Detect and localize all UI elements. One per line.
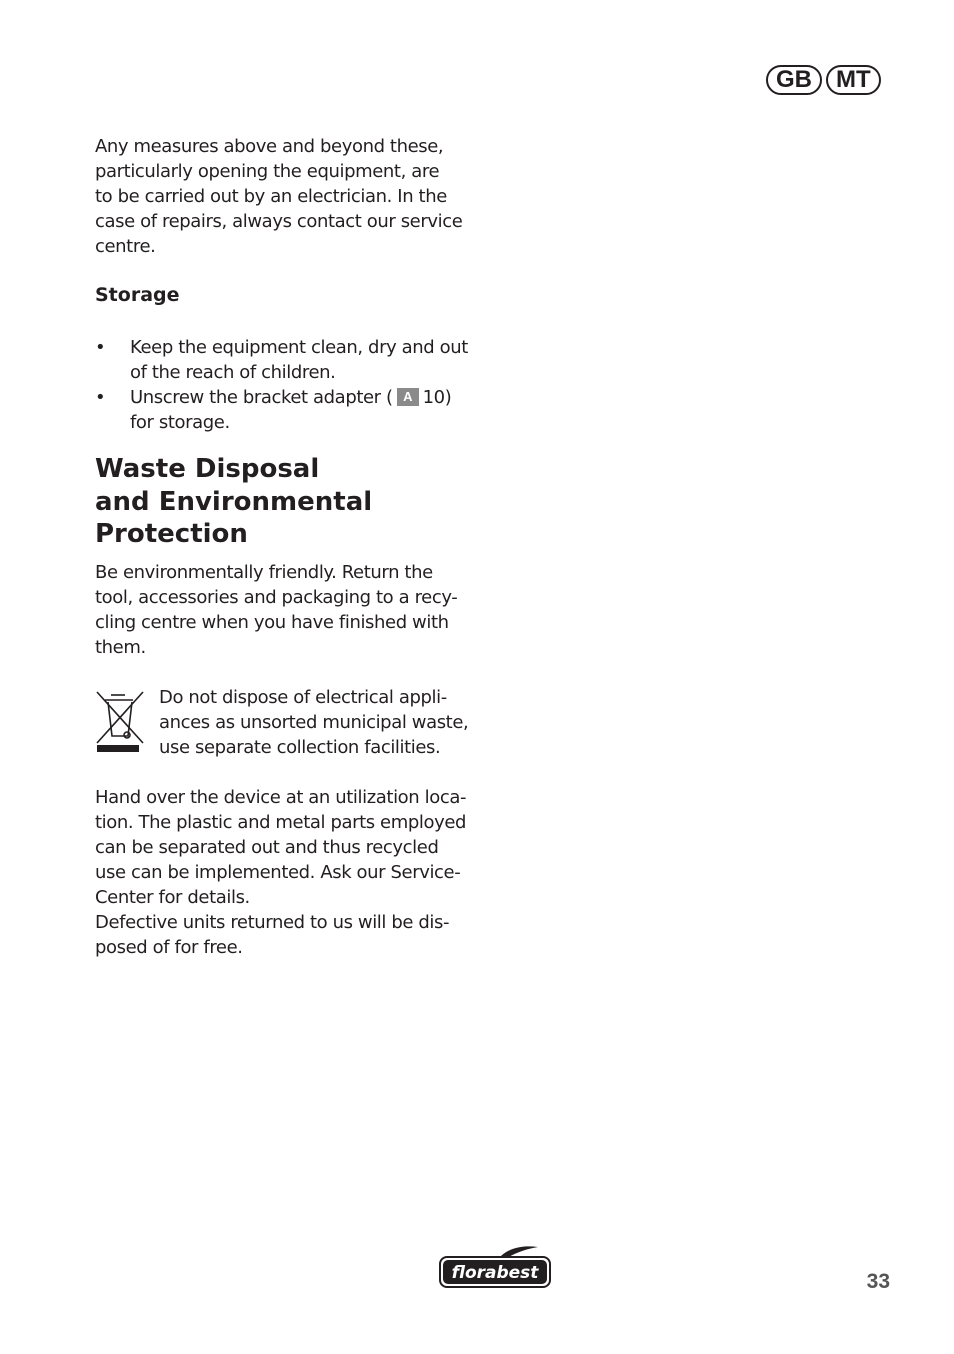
paragraph-line: tool, accessories and packaging to a recy- <box>95 587 458 608</box>
intro-line: Any measures above and beyond these, <box>95 136 444 157</box>
list-item-line <box>130 385 485 410</box>
logo-text: florabest <box>451 1263 539 1283</box>
environment-paragraph <box>95 560 485 660</box>
intro-line: centre. <box>95 236 156 257</box>
crossed-out-wheelie-bin-icon <box>95 690 145 754</box>
bullet-icon: • <box>95 337 106 358</box>
recycling-paragraph <box>95 785 485 960</box>
heading-line: Protection <box>95 519 248 549</box>
language-badges <box>766 65 881 95</box>
intro-paragraph <box>95 134 485 259</box>
paragraph-line: posed of for free. <box>95 937 243 958</box>
notice-line: ances as unsorted municipal waste, <box>159 712 469 733</box>
notice-line: use separate collection facilities. <box>159 737 441 758</box>
waste-disposal-heading <box>95 453 495 551</box>
page-number: 33 <box>866 1270 890 1293</box>
list-item <box>95 385 485 435</box>
heading-line: Waste Disposal <box>95 454 320 484</box>
paragraph-line: tion. The plastic and metal parts employed <box>95 812 467 833</box>
language-badge-mt: MT <box>826 65 881 95</box>
notice-line: Do not dispose of electrical appli- <box>159 687 447 708</box>
paragraph-line: use can be implemented. Ask our Service- <box>95 862 461 883</box>
paragraph-line: Center for details. <box>95 887 250 908</box>
paragraph-line: them. <box>95 637 146 658</box>
paragraph-line: Be environmentally friendly. Return the <box>95 562 433 583</box>
list-item <box>95 335 485 385</box>
paragraph-line: cling centre when you have finished with <box>95 612 449 633</box>
list-item-line: Keep the equipment clean, dry and out <box>130 337 468 358</box>
list-item-text: Unscrew the bracket adapter ( <box>130 387 393 408</box>
paragraph-line: Defective units returned to us will be dis- <box>95 912 450 933</box>
intro-line: to be carried out by an electrician. In the <box>95 186 447 207</box>
storage-list <box>95 335 485 435</box>
bullet-icon: • <box>95 387 106 408</box>
storage-heading: Storage <box>95 284 180 306</box>
weee-notice <box>159 685 489 760</box>
figure-reference-badge: A <box>397 388 419 406</box>
heading-line: and Environmental <box>95 486 373 517</box>
paragraph-line: can be separated out and thus recycled <box>95 837 439 858</box>
florabest-logo <box>438 1245 552 1289</box>
list-item-line: for storage. <box>130 412 230 433</box>
intro-line: particularly opening the equipment, are <box>95 161 440 182</box>
language-badge-gb: GB <box>766 65 822 95</box>
list-item-line: of the reach of children. <box>130 362 336 383</box>
list-item-text: 10) <box>422 387 452 408</box>
paragraph-line: Hand over the device at an utilization loca- <box>95 787 467 808</box>
intro-line: case of repairs, always contact our service <box>95 211 463 232</box>
